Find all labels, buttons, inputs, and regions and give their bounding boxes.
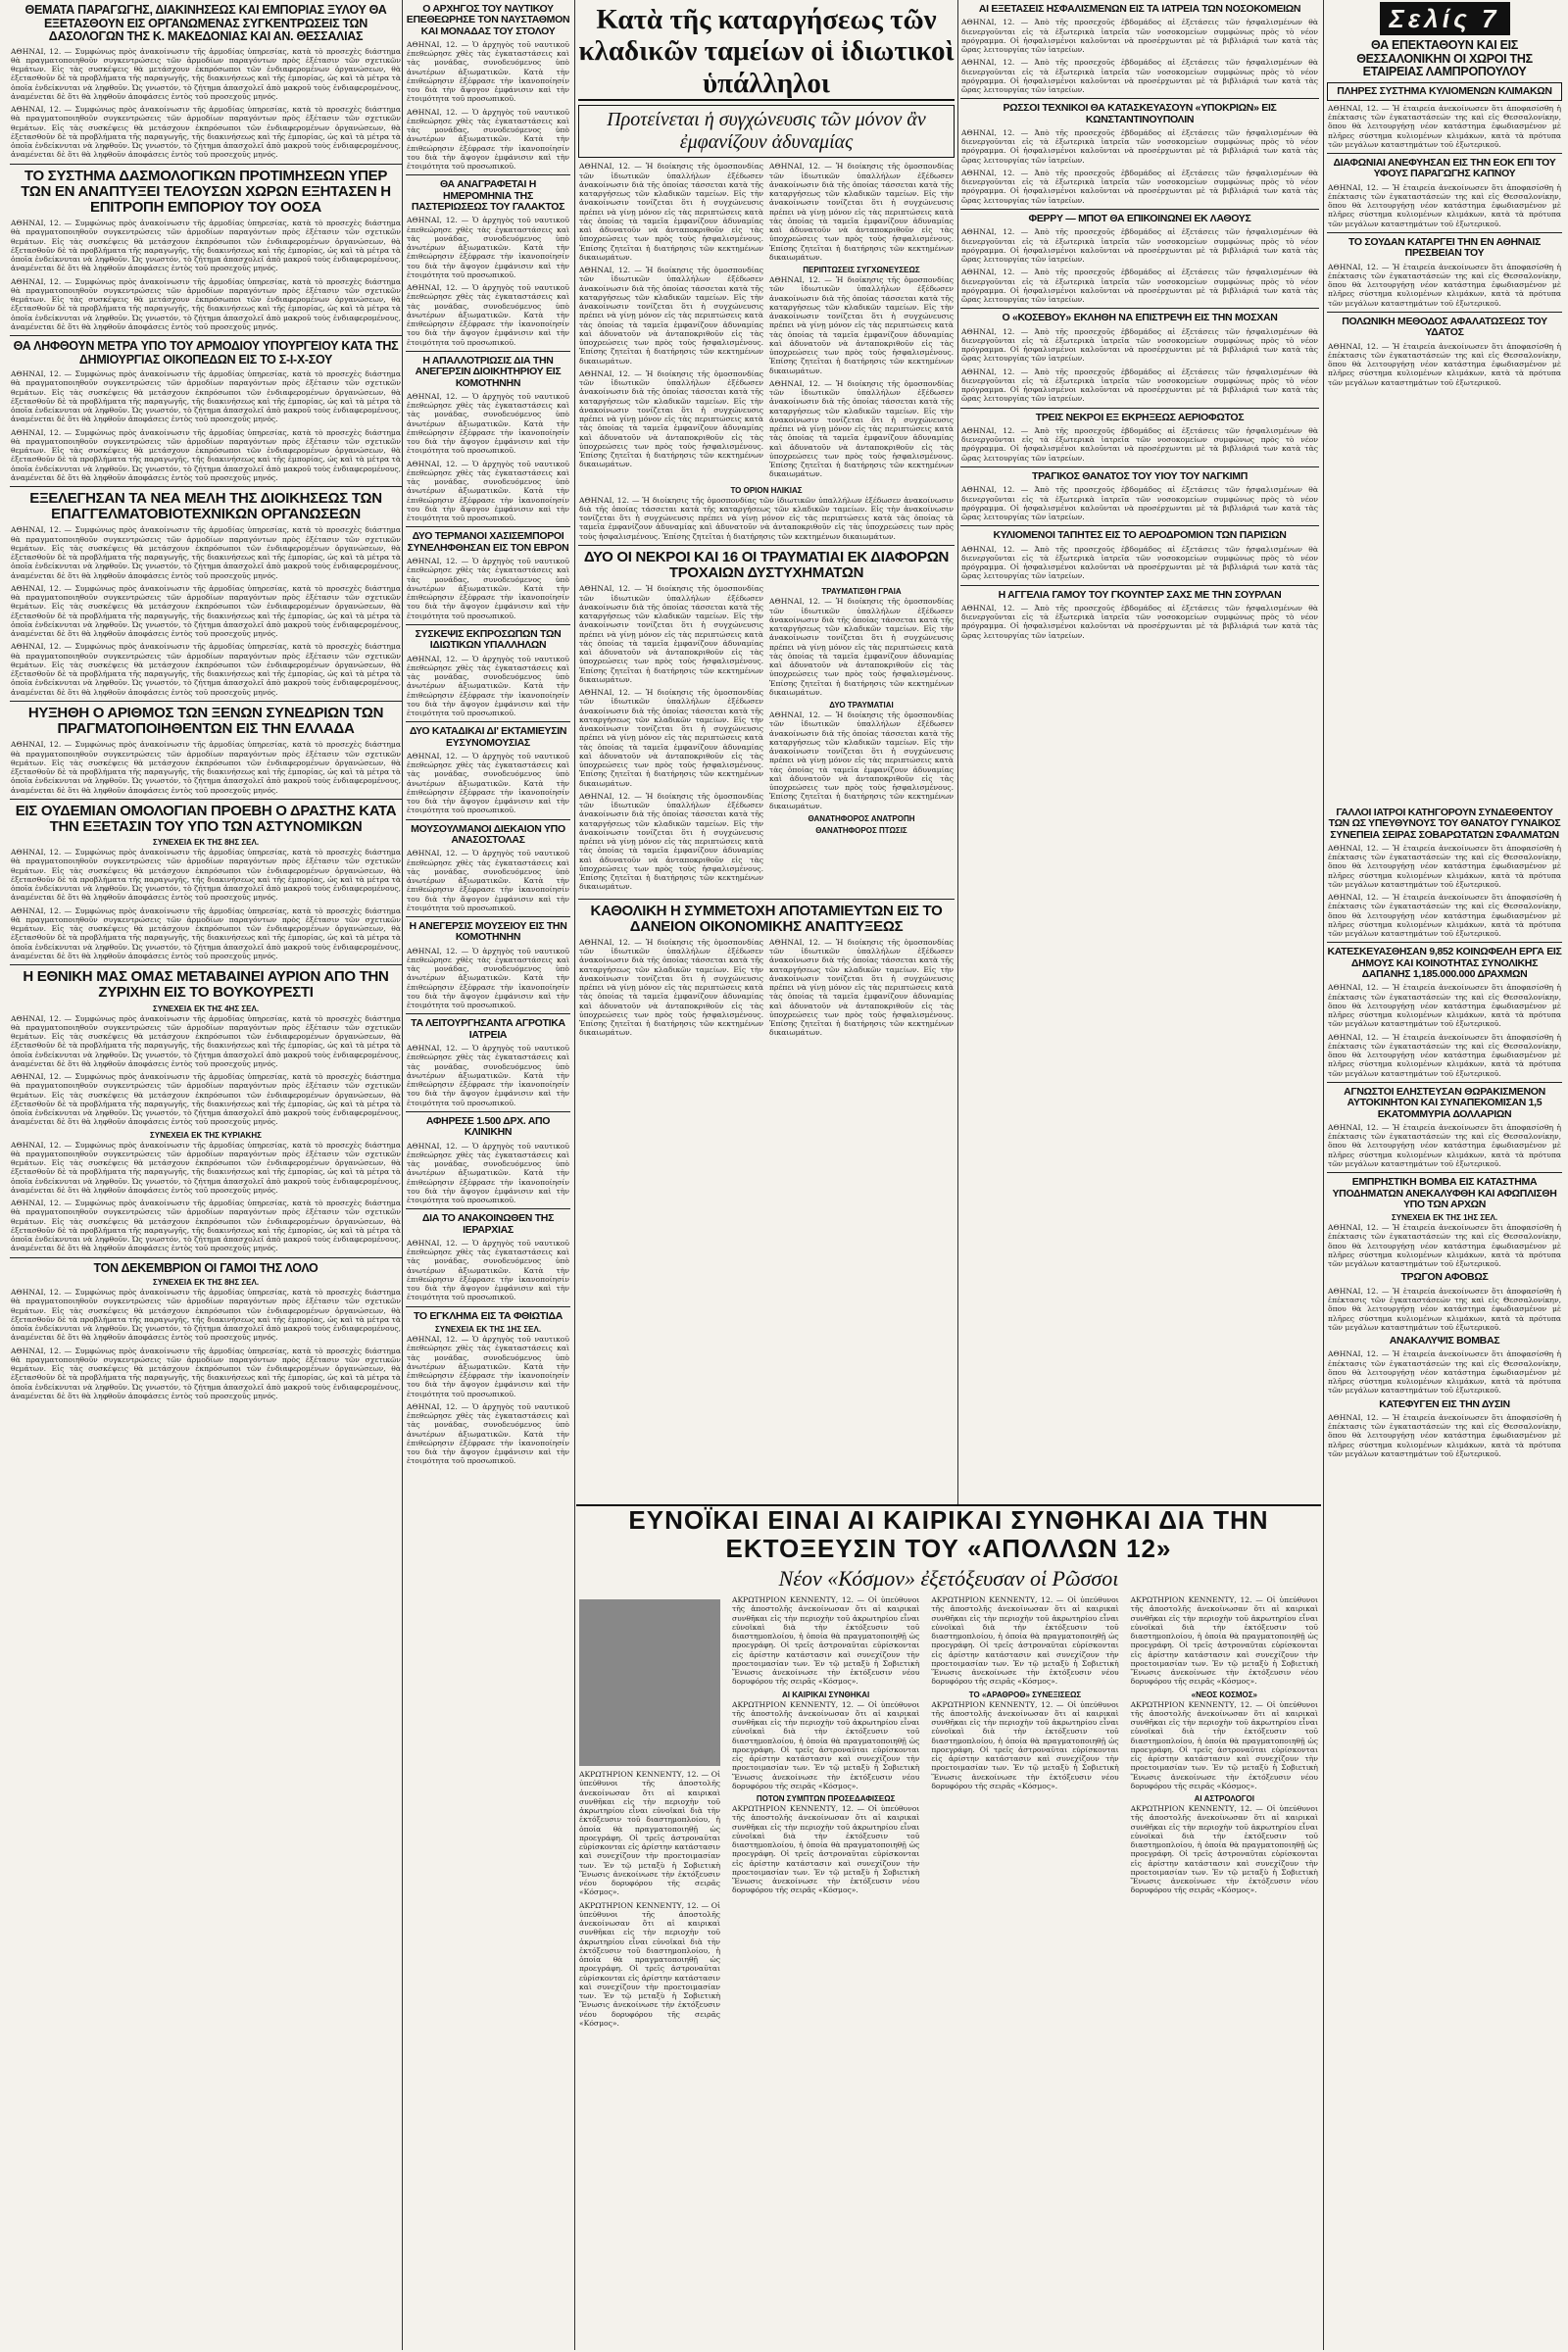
- section-subheading: ΘΑΝΑΤΗΦΟΡΟΣ ΠΤΩΣΙΣ: [815, 825, 907, 835]
- column-1: [8, 0, 404, 2350]
- article-body: ΑΘΗΝΑΙ, 12. — Ἡ ἑταιρεία ἀνεκοίνωσεν ὅτι ἀποφασίσθη ἡ ἐπέκτασις τῶν ἐγκαταστάσεών της καὶ εἰς Θεσσαλονίκην, ὅπου θὰ λειτουργήσῃ νέον κατάστημα ἐφωδιασμένον μὲ πλῆρες σύστημα κυλιομένων κλιμάκων, κατὰ τὰ πρότυπα τῶν μεγάλων καταστημάτων τοῦ ἐξωτερικοῦ.: [1328, 1223, 1561, 1269]
- article-body: ΑΘΗΝΑΙ, 12. — Ἀπὸ τῆς προσεχοῦς ἑβδομάδος αἱ ἐξετάσεις τῶν ἠσφαλισμένων θὰ διενεργοῦνται εἰς τὰ ἐξωτερικὰ ἰατρεῖα τῶν νοσοκομείων συμφώνως πρὸς τὸ νέον πρόγραμμα. Οἱ ἠσφαλισμένοι καλοῦνται νὰ προσέρχωνται μὲ τὰ βιβλιάριά των κατὰ τὰς ὥρας λειτουργίας τῶν ἰατρείων.: [961, 168, 1318, 205]
- divider: [960, 408, 1319, 409]
- divider: [1327, 232, 1562, 233]
- article-body: ΑΘΗΝΑΙ, 12. — Ἀπὸ τῆς προσεχοῦς ἑβδομάδος αἱ ἐξετάσεις τῶν ἠσφαλισμένων θὰ διενεργοῦνται εἰς τὰ ἐξωτερικὰ ἰατρεῖα τῶν νοσοκομείων συμφώνως πρὸς τὸ νέον πρόγραμμα. Οἱ ἠσφαλισμένοι καλοῦνται νὰ προσέρχωνται μὲ τὰ βιβλιάριά των κατὰ τὰς ὥρας λειτουργίας τῶν ἰατρείων.: [961, 367, 1318, 404]
- article-body: ΑΘΗΝΑΙ, 12. — Συμφώνως πρὸς ἀνακοίνωσιν τῆς ἁρμοδίας ὑπηρεσίας, κατὰ τὸ προσεχὲς διάστημα θὰ πραγματοποιηθοῦν συγκεντρώσεις τῶν ἁρμοδίων παραγόντων πρὸς ἐξέτασιν τῶν σχετικῶν θεμάτων. Εἰς τὰς συσκέψεις θὰ μετάσχουν ἐκπρόσωποι τῶν ἐνδιαφερομένων ὀργανώσεων, θὰ ἐξετασθοῦν δὲ τὰ προβλήματα τῆς παραγωγῆς, τῆς διακινήσεως καὶ τῆς ἐμπορίας, ὡς καὶ τὰ μέτρα τὰ ὁποῖα ἐνδείκνυται νὰ ληφθοῦν. Ὡς γνωστόν, τὸ ζήτημα ἀπασχολεῖ ἀπὸ μακροῦ τοὺς ἐνδιαφερομένους, ἀναμένεται δὲ ὅτι θὰ ληφθοῦν ἀποφάσεις ἐντὸς τοῦ προσεχοῦς μηνός.: [11, 642, 401, 697]
- divider: [10, 335, 402, 336]
- article-body: ΑΘΗΝΑΙ, 12. — Συμφώνως πρὸς ἀνακοίνωσιν τῆς ἁρμοδίας ὑπηρεσίας, κατὰ τὸ προσεχὲς διάστημα θὰ πραγματοποιηθοῦν συγκεντρώσεις τῶν ἁρμοδίων παραγόντων πρὸς ἐξέτασιν τῶν σχετικῶν θεμάτων. Εἰς τὰς συσκέψεις θὰ μετάσχουν ἐκπρόσωποι τῶν ἐνδιαφερομένων ὀργανώσεων, θὰ ἐξετασθοῦν δὲ τὰ προβλήματα τῆς παραγωγῆς, τῆς διακινήσεως καὶ τῆς ἐμπορίας, ὡς καὶ τὰ μέτρα τὰ ὁποῖα ἐνδείκνυται νὰ ληφθοῦν. Ὡς γνωστόν, τὸ ζήτημα ἀπασχολεῖ ἀπὸ μακροῦ τοὺς ἐνδιαφερομένους, ἀναμένεται δὲ ὅτι θὰ ληφθοῦν ἀποφάσεις ἐντὸς τοῦ προσεχοῦς μηνός.: [11, 1199, 401, 1253]
- article-body: ΑΘΗΝΑΙ, 12. — Ὁ ἀρχηγὸς τοῦ ναυτικοῦ ἐπεθεώρησε χθὲς τὰς ἐγκαταστάσεις καὶ τὰς μονάδας, συνοδευόμενος ὑπὸ ἀνωτέρων ἀξιωματικῶν. Κατὰ τὴν ἐπιθεώρησιν ἐξέφρασε τὴν ἱκανοποίησίν του διὰ τὴν ἄψογον ἐμφάνισιν καὶ τὴν ἑτοιμότητα τοῦ προσωπικοῦ.: [407, 1044, 569, 1107]
- article-headline: ΑΝΑΚΑΛΥΨΙΣ ΒΟΜΒΑΣ: [1389, 1335, 1500, 1348]
- divider: [406, 351, 570, 352]
- article-body: ΑΘΗΝΑΙ, 12. — Ἀπὸ τῆς προσεχοῦς ἑβδομάδος αἱ ἐξετάσεις τῶν ἠσφαλισμένων θὰ διενεργοῦνται εἰς τὰ ἐξωτερικὰ ἰατρεῖα τῶν νοσοκομείων συμφώνως πρὸς τὸ νέον πρόγραμμα. Οἱ ἠσφαλισμένοι καλοῦνται νὰ προσέρχωνται μὲ τὰ βιβλιάριά των κατὰ τὰς ὥρας λειτουργίας τῶν ἰατρείων.: [961, 58, 1318, 95]
- divider: [1327, 942, 1562, 943]
- section-subheading: ΤΡΑΥΜΑΤΙΣΘΗ ΓΡΑΙΑ: [821, 587, 902, 597]
- article-body: ΑΘΗΝΑΙ, 12. — Ὁ ἀρχηγὸς τοῦ ναυτικοῦ ἐπεθεώρησε χθὲς τὰς ἐγκαταστάσεις καὶ τὰς μονάδας, συνοδευόμενος ὑπὸ ἀνωτέρων ἀξιωματικῶν. Κατὰ τὴν ἐπιθεώρησιν ἐξέφρασε τὴν ἱκανοποίησίν του διὰ τὴν ἄψογον ἐμφάνισιν καὶ τὴν ἑτοιμότητα τοῦ προσωπικοῦ.: [407, 1238, 569, 1302]
- divider: [406, 819, 570, 820]
- article-body: ΑΘΗΝΑΙ, 12. — Συμφώνως πρὸς ἀνακοίνωσιν τῆς ἁρμοδίας ὑπηρεσίας, κατὰ τὸ προσεχὲς διάστημα θὰ πραγματοποιηθοῦν συγκεντρώσεις τῶν ἁρμοδίων παραγόντων πρὸς ἐξέτασιν τῶν σχετικῶν θεμάτων. Εἰς τὰς συσκέψεις θὰ μετάσχουν ἐκπρόσωποι τῶν ἐνδιαφερομένων ὀργανώσεων, θὰ ἐξετασθοῦν δὲ τὰ προβλήματα τῆς παραγωγῆς, τῆς διακινήσεως καὶ τῆς ἐμπορίας, ὡς καὶ τὰ μέτρα τὰ ὁποῖα ἐνδείκνυται νὰ ληφθοῦν. Ὡς γνωστόν, τὸ ζήτημα ἀπασχολεῖ ἀπὸ μακροῦ τοὺς ἐνδιαφερομένους, ἀναμένεται δὲ ὅτι θὰ ληφθοῦν ἀποφάσεις ἐντὸς τοῦ προσεχοῦς μηνός.: [11, 525, 401, 580]
- article-body: ΑΘΗΝΑΙ, 12. — Συμφώνως πρὸς ἀνακοίνωσιν τῆς ἁρμοδίας ὑπηρεσίας, κατὰ τὸ προσεχὲς διάστημα θὰ πραγματοποιηθοῦν συγκεντρώσεις τῶν ἁρμοδίων παραγόντων πρὸς ἐξέτασιν τῶν σχετικῶν θεμάτων. Εἰς τὰς συσκέψεις θὰ μετάσχουν ἐκπρόσωποι τῶν ἐνδιαφερομένων ὀργανώσεων, θὰ ἐξετασθοῦν δὲ τὰ προβλήματα τῆς παραγωγῆς, τῆς διακινήσεως καὶ τῆς ἐμπορίας, ὡς καὶ τὰ μέτρα τὰ ὁποῖα ἐνδείκνυται νὰ ληφθοῦν. Ὡς γνωστόν, τὸ ζήτημα ἀπασχολεῖ ἀπὸ μακροῦ τοὺς ἐνδιαφερομένους, ἀναμένεται δὲ ὅτι θὰ ληφθοῦν ἀποφάσεις ἐντὸς τοῦ προσεχοῦς μηνός.: [11, 219, 401, 273]
- article-headline: ΔΙΑ ΤΟ ΑΝΑΚΟΙΝΩΘΕΝ ΤΗΣ ΙΕΡΑΡΧΙΑΣ: [421, 1212, 555, 1236]
- divider: [1327, 153, 1562, 154]
- page-number: Σελίς 7: [1380, 2, 1510, 35]
- article-headline: ΤΟΝ ΔΕΚΕΜΒΡΙΟΝ ΟΙ ΓΑΜΟΙ ΤΗΣ ΛΟΛΟ: [93, 1260, 318, 1275]
- divider: [960, 466, 1319, 467]
- article-body: ΑΚΡΩΤΗΡΙΟΝ ΚΕΝΝΕΝΤΥ, 12. — Οἱ ὑπεύθυνοι τῆς ἀποστολῆς ἀνεκοίνωσαν ὅτι αἱ καιρικαὶ συνθῆκαι εἰς τὴν περιοχὴν τοῦ ἀκρωτηρίου εἶναι εὐνοϊκαὶ διὰ τὴν ἐκτόξευσιν τοῦ διαστημοπλοίου, ἡ ὁποία θὰ πραγματοποιηθῇ ὡς προεγράφη. Οἱ τρεῖς ἀστροναῦται εὑρίσκονται εἰς ἀρίστην κατάστασιν καὶ συνεχίζουν τὴν προετοιμασίαν των. Ἐν τῷ μεταξὺ ἡ Σοβιετικὴ Ἕνωσις ἀνεκοίνωσε τὴν ἐκτόξευσιν νέου δορυφόρου τῆς σειρᾶς «Κόσμος».: [931, 1699, 1119, 1790]
- article-body: ΑΘΗΝΑΙ, 12. — Ἀπὸ τῆς προσεχοῦς ἑβδομάδος αἱ ἐξετάσεις τῶν ἠσφαλισμένων θὰ διενεργοῦνται εἰς τὰ ἐξωτερικὰ ἰατρεῖα τῶν νοσοκομείων συμφώνως πρὸς τὸ νέον πρόγραμμα. Οἱ ἠσφαλισμένοι καλοῦνται νὰ προσέρχωνται μὲ τὰ βιβλιάριά των κατὰ τὰς ὥρας λειτουργίας τῶν ἰατρείων.: [961, 127, 1318, 165]
- article-body: ΑΘΗΝΑΙ, 12. — Ἡ ἑταιρεία ἀνεκοίνωσεν ὅτι ἀποφασίσθη ἡ ἐπέκτασις τῶν ἐγκαταστάσεών της καὶ εἰς Θεσσαλονίκην, ὅπου θὰ λειτουργήσῃ νέον κατάστημα ἐφωδιασμένον μὲ πλῆρες σύστημα κυλιομένων κλιμάκων, κατὰ τὰ πρότυπα τῶν μεγάλων καταστημάτων τοῦ ἐξωτερικοῦ.: [1328, 341, 1561, 387]
- divider: [406, 1111, 570, 1112]
- article-body: ΑΘΗΝΑΙ, 12. — Ἀπὸ τῆς προσεχοῦς ἑβδομάδος αἱ ἐξετάσεις τῶν ἠσφαλισμένων θὰ διενεργοῦνται εἰς τὰ ἐξωτερικὰ ἰατρεῖα τῶν νοσοκομείων συμφώνως πρὸς τὸ νέον πρόγραμμα. Οἱ ἠσφαλισμένοι καλοῦνται νὰ προσέρχωνται μὲ τὰ βιβλιάριά των κατὰ τὰς ὥρας λειτουργίας τῶν ἰατρείων.: [961, 544, 1318, 581]
- article-body: ΑΘΗΝΑΙ, 12. — Ἡ ἑταιρεία ἀνεκοίνωσεν ὅτι ἀποφασίσθη ἡ ἐπέκτασις τῶν ἐγκαταστάσεών της καὶ εἰς Θεσσαλονίκην, ὅπου θὰ λειτουργήσῃ νέον κατάστημα ἐφωδιασμένον μὲ πλῆρες σύστημα κυλιομένων κλιμάκων, κατὰ τὰ πρότυπα τῶν μεγάλων καταστημάτων τοῦ ἐξωτερικοῦ.: [1328, 1286, 1561, 1332]
- article-headline: ΤΑ ΛΕΙΤΟΥΡΓΗΣΑΝΤΑ ΑΓΡΟΤΙΚΑ ΙΑΤΡΕΙΑ: [411, 1017, 565, 1041]
- article-body: ΑΘΗΝΑΙ, 12. — Ὁ ἀρχηγὸς τοῦ ναυτικοῦ ἐπεθεώρησε χθὲς τὰς ἐγκαταστάσεις καὶ τὰς μονάδας, συνοδευόμενος ὑπὸ ἀνωτέρων ἀξιωματικῶν. Κατὰ τὴν ἐπιθεώρησιν ἐξέφρασε τὴν ἱκανοποίησίν του διὰ τὴν ἄψογον ἐμφάνισιν καὶ τὴν ἑτοιμότητα τοῦ προσωπικοῦ.: [407, 39, 569, 104]
- divider: [406, 1208, 570, 1209]
- article-body: ΑΘΗΝΑΙ, 12. — Ἡ διοίκησις τῆς ὁμοσπονδίας τῶν ἰδιωτικῶν ὑπαλλήλων ἐξέδωσεν ἀνακοίνωσιν διὰ τῆς ὁποίας τάσσεται κατὰ τῆς καταργήσεως τῶν κλαδικῶν ταμείων. Εἰς τὴν ἀνακοίνωσιν τονίζεται ὅτι ἡ συγχώνευσις πρέπει νὰ γίνῃ μόνον εἰς τὰς περιπτώσεις κατὰ τὰς ὁποίας τὰ ταμεῖα ἐμφανίζουν ἀδυναμίας καὶ ἀδυνατοῦν νὰ ἀνταποκριθοῦν εἰς τὰς ὑποχρεώσεις των πρὸς τοὺς ἠσφαλισμένους. Ἐπίσης ζητεῖται ἡ διατήρησις τῶν κεκτημένων δικαιωμάτων.: [579, 162, 763, 262]
- article-headline: ΘΑ ΛΗΦΘΟΥΝ ΜΕΤΡΑ ΥΠΟ ΤΟΥ ΑΡΜΟΔΙΟΥ ΥΠΟΥΡΓΕΙΟΥ ΚΑΤΑ ΤΗΣ ΔΗΜΙΟΥΡΓΙΑΣ ΟΙΚΟΠΕΔΩΝ ΕΙΣ ΤΟ Σ-Ι-Χ-ΣΟΥ: [13, 339, 399, 367]
- article-body: ΑΘΗΝΑΙ, 12. — Ἡ ἑταιρεία ἀνεκοίνωσεν ὅτι ἀποφασίσθη ἡ ἐπέκτασις τῶν ἐγκαταστάσεών της καὶ εἰς Θεσσαλονίκην, ὅπου θὰ λειτουργήσῃ νέον κατάστημα ἐφωδιασμένον μὲ πλῆρες σύστημα κυλιομένων κλιμάκων, κατὰ τὰ πρότυπα τῶν μεγάλων καταστημάτων τοῦ ἐξωτερικοῦ.: [1328, 262, 1561, 308]
- article-headline: Η ΑΠΑΛΛΟΤΡΙΩΣΙΣ ΔΙΑ ΤΗΝ ΑΝΕΓΕΡΣΙΝ ΔΙΟΙΚΗΤΗΡΙΟΥ ΕΙΣ ΚΟΜΟΤΗΝΗΝ: [415, 354, 562, 389]
- article-body: ΑΘΗΝΑΙ, 12. — Ἡ διοίκησις τῆς ὁμοσπονδίας τῶν ἰδιωτικῶν ὑπαλλήλων ἐξέδωσεν ἀνακοίνωσιν διὰ τῆς ὁποίας τάσσεται κατὰ τῆς καταργήσεως τῶν κλαδικῶν ταμείων. Εἰς τὴν ἀνακοίνωσιν τονίζεται ὅτι ἡ συγχώνευσις πρέπει νὰ γίνῃ μόνον εἰς τὰς περιπτώσεις κατὰ τὰς ὁποίας τὰ ταμεῖα ἐμφανίζουν ἀδυναμίας καὶ ἀδυνατοῦν νὰ ἀνταποκριθοῦν εἰς τὰς ὑποχρεώσεις των πρὸς τοὺς ἠσφαλισμένους. Ἐπίσης ζητεῖται ἡ διατήρησις τῶν κεκτημένων δικαιωμάτων.: [769, 597, 954, 697]
- article-body: ΑΘΗΝΑΙ, 12. — Ὁ ἀρχηγὸς τοῦ ναυτικοῦ ἐπεθεώρησε χθὲς τὰς ἐγκαταστάσεις καὶ τὰς μονάδας, συνοδευόμενος ὑπὸ ἀνωτέρων ἀξιωματικῶν. Κατὰ τὴν ἐπιθεώρησιν ἐξέφρασε τὴν ἱκανοποίησίν του διὰ τὴν ἄψογον ἐμφάνισιν καὶ τὴν ἑτοιμότητα τοῦ προσωπικοῦ.: [407, 557, 569, 620]
- article-body: ΑΘΗΝΑΙ, 12. — Ἡ ἑταιρεία ἀνεκοίνωσεν ὅτι ἀποφασίσθη ἡ ἐπέκτασις τῶν ἐγκαταστάσεών της καὶ εἰς Θεσσαλονίκην, ὅπου θὰ λειτουργήσῃ νέον κατάστημα ἐφωδιασμένον μὲ πλῆρες σύστημα κυλιομένων κλιμάκων, κατὰ τὰ πρότυπα τῶν μεγάλων καταστημάτων τοῦ ἐξωτερικοῦ.: [1328, 103, 1561, 149]
- article-body: ΑΘΗΝΑΙ, 12. — Συμφώνως πρὸς ἀνακοίνωσιν τῆς ἁρμοδίας ὑπηρεσίας, κατὰ τὸ προσεχὲς διάστημα θὰ πραγματοποιηθοῦν συγκεντρώσεις τῶν ἁρμοδίων παραγόντων πρὸς ἐξέτασιν τῶν σχετικῶν θεμάτων. Εἰς τὰς συσκέψεις θὰ μετάσχουν ἐκπρόσωποι τῶν ἐνδιαφερομένων ὀργανώσεων, θὰ ἐξετασθοῦν δὲ τὰ προβλήματα τῆς παραγωγῆς, τῆς διακινήσεως καὶ τῆς ἐμπορίας, ὡς καὶ τὰ μέτρα τὰ ὁποῖα ἐνδείκνυται νὰ ληφθοῦν. Ὡς γνωστόν, τὸ ζήτημα ἀπασχολεῖ ἀπὸ μακροῦ τοὺς ἐνδιαφερομένους, ἀναμένεται δὲ ὅτι θὰ ληφθοῦν ἀποφάσεις ἐντὸς τοῦ προσεχοῦς μηνός.: [11, 1346, 401, 1400]
- divider: [406, 1306, 570, 1307]
- article-body: ΑΘΗΝΑΙ, 12. — Συμφώνως πρὸς ἀνακοίνωσιν τῆς ἁρμοδίας ὑπηρεσίας, κατὰ τὸ προσεχὲς διάστημα θὰ πραγματοποιηθοῦν συγκεντρώσεις τῶν ἁρμοδίων παραγόντων πρὸς ἐξέτασιν τῶν σχετικῶν θεμάτων. Εἰς τὰς συσκέψεις θὰ μετάσχουν ἐκπρόσωποι τῶν ἐνδιαφερομένων ὀργανώσεων, θὰ ἐξετασθοῦν δὲ τὰ προβλήματα τῆς παραγωγῆς, τῆς διακινήσεως καὶ τῆς ἐμπορίας, ὡς καὶ τὰ μέτρα τὰ ὁποῖα ἐνδείκνυται νὰ ληφθοῦν. Ὡς γνωστόν, τὸ ζήτημα ἀπασχολεῖ ἀπὸ μακροῦ τοὺς ἐνδιαφερομένους, ἀναμένεται δὲ ὅτι θὰ ληφθοῦν ἀποφάσεις ἐντὸς τοῦ προσεχοῦς μηνός.: [11, 427, 401, 482]
- divider: [578, 545, 955, 546]
- continuation-label: ΣΥΝΕΧΕΙΑ ΕΚ ΤΗΣ 4ΗΣ ΣΕΛ.: [152, 1004, 260, 1013]
- article-headline: ΑΦΗΡΕΣΕ 1.500 ΔΡΧ. ΑΠΟ ΚΛΙΝΙΚΗΝ: [425, 1114, 551, 1139]
- article-body: ΑΚΡΩΤΗΡΙΟΝ ΚΕΝΝΕΝΤΥ, 12. — Οἱ ὑπεύθυνοι τῆς ἀποστολῆς ἀνεκοίνωσαν ὅτι αἱ καιρικαὶ συνθῆκαι εἰς τὴν περιοχὴν τοῦ ἀκρωτηρίου εἶναι εὐνοϊκαὶ διὰ τὴν ἐκτόξευσιν τοῦ διαστημοπλοίου, ἡ ὁποία θὰ πραγματοποιηθῇ ὡς προεγράφη. Οἱ τρεῖς ἀστροναῦται εὑρίσκονται εἰς ἀρίστην κατάστασιν καὶ συνεχίζουν τὴν προετοιμασίαν των. Ἐν τῷ μεταξὺ ἡ Σοβιετικὴ Ἕνωσις ἀνεκοίνωσε τὴν ἐκτόξευσιν νέου δορυφόρου τῆς σειρᾶς «Κόσμος».: [579, 1770, 720, 1897]
- article-body: ΑΘΗΝΑΙ, 12. — Ὁ ἀρχηγὸς τοῦ ναυτικοῦ ἐπεθεώρησε χθὲς τὰς ἐγκαταστάσεις καὶ τὰς μονάδας, συνοδευόμενος ὑπὸ ἀνωτέρων ἀξιωματικῶν. Κατὰ τὴν ἐπιθεώρησιν ἐξέφρασε τὴν ἱκανοποίησίν του διὰ τὴν ἄψογον ἐμφάνισιν καὶ τὴν ἑτοιμότητα τοῦ προσωπικοῦ.: [407, 216, 569, 279]
- article-body: ΑΚΡΩΤΗΡΙΟΝ ΚΕΝΝΕΝΤΥ, 12. — Οἱ ὑπεύθυνοι τῆς ἀποστολῆς ἀνεκοίνωσαν ὅτι αἱ καιρικαὶ συνθῆκαι εἰς τὴν περιοχὴν τοῦ ἀκρωτηρίου εἶναι εὐνοϊκαὶ διὰ τὴν ἐκτόξευσιν τοῦ διαστημοπλοίου, ἡ ὁποία θὰ πραγματοποιηθῇ ὡς προεγράφη. Οἱ τρεῖς ἀστροναῦται εὑρίσκονται εἰς ἀρίστην κατάστασιν καὶ συνεχίζουν τὴν προετοιμασίαν των. Ἐν τῷ μεταξὺ ἡ Σοβιετικὴ Ἕνωσις ἀνεκοίνωσε τὴν ἐκτόξευσιν νέου δορυφόρου τῆς σειρᾶς «Κόσμος».: [732, 1699, 920, 1790]
- article-body: ΑΘΗΝΑΙ, 12. — Ἡ διοίκησις τῆς ὁμοσπονδίας τῶν ἰδιωτικῶν ὑπαλλήλων ἐξέδωσεν ἀνακοίνωσιν διὰ τῆς ὁποίας τάσσεται κατὰ τῆς καταργήσεως τῶν κλαδικῶν ταμείων. Εἰς τὴν ἀνακοίνωσιν τονίζεται ὅτι ἡ συγχώνευσις πρέπει νὰ γίνῃ μόνον εἰς τὰς περιπτώσεις κατὰ τὰς ὁποίας τὰ ταμεῖα ἐμφανίζουν ἀδυναμίας καὶ ἀδυνατοῦν νὰ ἀνταποκριθοῦν εἰς τὰς ὑποχρεώσεις των πρὸς τοὺς ἠσφαλισμένους. Ἐπίσης ζητεῖται ἡ διατήρησις τῶν κεκτημένων δικαιωμάτων.: [579, 266, 763, 366]
- divider: [10, 1257, 402, 1258]
- article-headline: Η ΕΘΝΙΚΗ ΜΑΣ ΟΜΑΣ ΜΕΤΑΒΑΙΝΕΙ ΑΥΡΙΟΝ ΑΠΟ ΤΗΝ ΖΥΡΙΧΗΝ ΕΙΣ ΤΟ ΒΟΥΚΟΥΡΕΣΤΙ: [23, 968, 389, 1002]
- section-subheading: ΑΙ ΚΑΙΡΙΚΑΙ ΣΥΝΘΗΚΑΙ: [782, 1690, 870, 1699]
- lead-headline: Κατὰ τῆς καταργήσεως τῶν κλαδικῶν ταμείων οἱ ἰδιωτικοὶ ὑπάλληλοι: [578, 4, 955, 101]
- article-body: ΑΚΡΩΤΗΡΙΟΝ ΚΕΝΝΕΝΤΥ, 12. — Οἱ ὑπεύθυνοι τῆς ἀποστολῆς ἀνεκοίνωσαν ὅτι αἱ καιρικαὶ συνθῆκαι εἰς τὴν περιοχὴν τοῦ ἀκρωτηρίου εἶναι εὐνοϊκαὶ διὰ τὴν ἐκτόξευσιν τοῦ διαστημοπλοίου, ἡ ὁποία θὰ πραγματοποιηθῇ ὡς προεγράφη. Οἱ τρεῖς ἀστροναῦται εὑρίσκονται εἰς ἀρίστην κατάστασιν καὶ συνεχίζουν τὴν προετοιμασίαν των. Ἐν τῷ μεταξὺ ἡ Σοβιετικὴ Ἕνωσις ἀνεκοίνωσε τὴν ἐκτόξευσιν νέου δορυφόρου τῆς σειρᾶς «Κόσμος».: [732, 1595, 920, 1687]
- article-headline: Η ΑΝΕΓΕΡΣΙΣ ΜΟΥΣΕΙΟΥ ΕΙΣ ΤΗΝ ΚΟΜΟΤΗΝΗΝ: [409, 920, 567, 944]
- article-body: ΑΚΡΩΤΗΡΙΟΝ ΚΕΝΝΕΝΤΥ, 12. — Οἱ ὑπεύθυνοι τῆς ἀποστολῆς ἀνεκοίνωσαν ὅτι αἱ καιρικαὶ συνθῆκαι εἰς τὴν περιοχὴν τοῦ ἀκρωτηρίου εἶναι εὐνοϊκαὶ διὰ τὴν ἐκτόξευσιν τοῦ διαστημοπλοίου, ἡ ὁποία θὰ πραγματοποιηθῇ ὡς προεγράφη. Οἱ τρεῖς ἀστροναῦται εὑρίσκονται εἰς ἀρίστην κατάστασιν καὶ συνεχίζουν τὴν προετοιμασίαν των. Ἐν τῷ μεταξὺ ἡ Σοβιετικὴ Ἕνωσις ἀνεκοίνωσε τὴν ἐκτόξευσιν νέου δορυφόρου τῆς σειρᾶς «Κόσμος».: [579, 1900, 720, 2028]
- article-body: ΑΘΗΝΑΙ, 12. — Ἀπὸ τῆς προσεχοῦς ἑβδομάδος αἱ ἐξετάσεις τῶν ἠσφαλισμένων θὰ διενεργοῦνται εἰς τὰ ἐξωτερικὰ ἰατρεῖα τῶν νοσοκομείων συμφώνως πρὸς τὸ νέον πρόγραμμα. Οἱ ἠσφαλισμένοι καλοῦνται νὰ προσέρχωνται μὲ τὰ βιβλιάριά των κατὰ τὰς ὥρας λειτουργίας τῶν ἰατρείων.: [961, 326, 1318, 364]
- article-body: ΑΘΗΝΑΙ, 12. — Ὁ ἀρχηγὸς τοῦ ναυτικοῦ ἐπεθεώρησε χθὲς τὰς ἐγκαταστάσεις καὶ τὰς μονάδας, συνοδευόμενος ὑπὸ ἀνωτέρων ἀξιωματικῶν. Κατὰ τὴν ἐπιθεώρησιν ἐξέφρασε τὴν ἱκανοποίησίν του διὰ τὴν ἄψογον ἐμφάνισιν καὶ τὴν ἑτοιμότητα τοῦ προσωπικοῦ.: [407, 1401, 569, 1466]
- article-headline: ΑΓΝΩΣΤΟΙ ΕΛΗΣΤΕΥΣΑΝ ΘΩΡΑΚΙΣΜΕΝΟΝ ΑΥΤΟΚΙΝΗΤΟΝ ΚΑΙ ΣΥΝΑΠΕΚΟΜΙΣΑΝ 1,5 ΕΚΑΤΟΜΜΥΡΙΑ ΔΟΛΛΑΡΙΩΝ: [1344, 1085, 1545, 1120]
- article-headline: ΤΡΕΙΣ ΝΕΚΡΟΙ ΕΞ ΕΚΡΗΞΕΩΣ ΑΕΡΙΟΦΩΤΟΣ: [1035, 411, 1245, 423]
- divider: [406, 1013, 570, 1014]
- article-body: ΑΘΗΝΑΙ, 12. — Ἡ διοίκησις τῆς ὁμοσπονδίας τῶν ἰδιωτικῶν ὑπαλλήλων ἐξέδωσεν ἀνακοίνωσιν διὰ τῆς ὁποίας τάσσεται κατὰ τῆς καταργήσεως τῶν κλαδικῶν ταμείων. Εἰς τὴν ἀνακοίνωσιν τονίζεται ὅτι ἡ συγχώνευσις πρέπει νὰ γίνῃ μόνον εἰς τὰς περιπτώσεις κατὰ τὰς ὁποίας τὰ ταμεῖα ἐμφανίζουν ἀδυναμίας καὶ ἀδυνατοῦν νὰ ἀνταποκριθοῦν εἰς τὰς ὑποχρεώσεις των πρὸς τοὺς ἠσφαλισμένους. Ἐπίσης ζητεῖται ἡ διατήρησις τῶν κεκτημένων δικαιωμάτων.: [769, 275, 954, 375]
- article-body: ΑΘΗΝΑΙ, 12. — Ἡ ἑταιρεία ἀνεκοίνωσεν ὅτι ἀποφασίσθη ἡ ἐπέκτασις τῶν ἐγκαταστάσεών της καὶ εἰς Θεσσαλονίκην, ὅπου θὰ λειτουργήσῃ νέον κατάστημα ἐφωδιασμένον μὲ πλῆρες σύστημα κυλιομένων κλιμάκων, κατὰ τὰ πρότυπα τῶν μεγάλων καταστημάτων τοῦ ἐξωτερικοῦ.: [1328, 182, 1561, 228]
- lead-subheadline: Προτείνεται ἡ συγχώνευσις τῶν μόνον ἂν ἐμφανίζουν ἀδυναμίας: [578, 105, 955, 158]
- page-number-masthead: [1327, 2, 1562, 35]
- article-body: ΑΚΡΩΤΗΡΙΟΝ ΚΕΝΝΕΝΤΥ, 12. — Οἱ ὑπεύθυνοι τῆς ἀποστολῆς ἀνεκοίνωσαν ὅτι αἱ καιρικαὶ συνθῆκαι εἰς τὴν περιοχὴν τοῦ ἀκρωτηρίου εἶναι εὐνοϊκαὶ διὰ τὴν ἐκτόξευσιν τοῦ διαστημοπλοίου, ἡ ὁποία θὰ πραγματοποιηθῇ ὡς προεγράφη. Οἱ τρεῖς ἀστροναῦται εὑρίσκονται εἰς ἀρίστην κατάστασιν καὶ συνεχίζουν τὴν προετοιμασίαν των. Ἐν τῷ μεταξὺ ἡ Σοβιετικὴ Ἕνωσις ἀνεκοίνωσε τὴν ἐκτόξευσιν νέου δορυφόρου τῆς σειρᾶς «Κόσμος».: [1130, 1595, 1318, 1687]
- divider: [10, 701, 402, 702]
- divider: [960, 98, 1319, 99]
- article-headline: Ο «ΚΟΣΕΒΟΥ» ΕΚΛΗΘΗ ΝΑ ΕΠΙΣΤΡΕΨΗ ΕΙΣ ΤΗΝ ΜΟΣΧΑΝ: [1002, 312, 1278, 324]
- rocket-photo: [579, 1599, 720, 1766]
- article-body: ΑΘΗΝΑΙ, 12. — Ἡ διοίκησις τῆς ὁμοσπονδίας τῶν ἰδιωτικῶν ὑπαλλήλων ἐξέδωσεν ἀνακοίνωσιν διὰ τῆς ὁποίας τάσσεται κατὰ τῆς καταργήσεως τῶν κλαδικῶν ταμείων. Εἰς τὴν ἀνακοίνωσιν τονίζεται ὅτι ἡ συγχώνευσις πρέπει νὰ γίνῃ μόνον εἰς τὰς περιπτώσεις κατὰ τὰς ὁποίας τὰ ταμεῖα ἐμφανίζουν ἀδυναμίας καὶ ἀδυνατοῦν νὰ ἀνταποκριθοῦν εἰς τὰς ὑποχρεώσεις των πρὸς τοὺς ἠσφαλισμένους. Ἐπίσης ζητεῖται ἡ διατήρησις τῶν κεκτημένων δικαιωμάτων.: [579, 937, 763, 1038]
- article-body: ΑΘΗΝΑΙ, 12. — Ἡ διοίκησις τῆς ὁμοσπονδίας τῶν ἰδιωτικῶν ὑπαλλήλων ἐξέδωσεν ἀνακοίνωσιν διὰ τῆς ὁποίας τάσσεται κατὰ τῆς καταργήσεως τῶν κλαδικῶν ταμείων. Εἰς τὴν ἀνακοίνωσιν τονίζεται ὅτι ἡ συγχώνευσις πρέπει νὰ γίνῃ μόνον εἰς τὰς περιπτώσεις κατὰ τὰς ὁποίας τὰ ταμεῖα ἐμφανίζουν ἀδυναμίας καὶ ἀδυνατοῦν νὰ ἀνταποκριθοῦν εἰς τὰς ὑποχρεώσεις των πρὸς τοὺς ἠσφαλισμένους. Ἐπίσης ζητεῖται ἡ διατήρησις τῶν κεκτημένων δικαιωμάτων.: [579, 584, 763, 684]
- article-headline: ΤΟ ΕΓΚΛΗΜΑ ΕΙΣ ΤΑ ΦΘΙΩΤΙΔΑ: [413, 1309, 564, 1322]
- continuation-label: ΣΥΝΕΧΕΙΑ ΕΚ ΤΗΣ 1ΗΣ ΣΕΛ.: [1391, 1213, 1498, 1223]
- article-body: ΑΘΗΝΑΙ, 12. — Ἡ διοίκησις τῆς ὁμοσπονδίας τῶν ἰδιωτικῶν ὑπαλλήλων ἐξέδωσεν ἀνακοίνωσιν διὰ τῆς ὁποίας τάσσεται κατὰ τῆς καταργήσεως τῶν κλαδικῶν ταμείων. Εἰς τὴν ἀνακοίνωσιν τονίζεται ὅτι ἡ συγχώνευσις πρέπει νὰ γίνῃ μόνον εἰς τὰς περιπτώσεις κατὰ τὰς ὁποίας τὰ ταμεῖα ἐμφανίζουν ἀδυναμίας καὶ ἀδυνατοῦν νὰ ἀνταποκριθοῦν εἰς τὰς ὑποχρεώσεις των πρὸς τοὺς ἠσφαλισμένους. Ἐπίσης ζητεῖται ἡ διατήρησις τῶν κεκτημένων δικαιωμάτων.: [769, 378, 954, 479]
- article-body: ΑΘΗΝΑΙ, 12. — Συμφώνως πρὸς ἀνακοίνωσιν τῆς ἁρμοδίας ὑπηρεσίας, κατὰ τὸ προσεχὲς διάστημα θὰ πραγματοποιηθοῦν συγκεντρώσεις τῶν ἁρμοδίων παραγόντων πρὸς ἐξέτασιν τῶν σχετικῶν θεμάτων. Εἰς τὰς συσκέψεις θὰ μετάσχουν ἐκπρόσωποι τῶν ἐνδιαφερομένων ὀργανώσεων, θὰ ἐξετασθοῦν δὲ τὰ προβλήματα τῆς παραγωγῆς, τῆς διακινήσεως καὶ τῆς ἐμπορίας, ὡς καὶ τὰ μέτρα τὰ ὁποῖα ἐνδείκνυται νὰ ληφθοῦν. Ὡς γνωστόν, τὸ ζήτημα ἀπασχολεῖ ἀπὸ μακροῦ τοὺς ἐνδιαφερομένους, ἀναμένεται δὲ ὅτι θὰ ληφθοῦν ἀποφάσεις ἐντὸς τοῦ προσεχοῦς μηνός.: [11, 1072, 401, 1127]
- article-headline: ΕΙΣ ΟΥΔΕΜΙΑΝ ΟΜΟΛΟΓΙΑΝ ΠΡΟΕΒΗ Ο ΔΡΑΣΤΗΣ ΚΑΤΑ ΤΗΝ ΕΞΕΤΑΣΙΝ ΤΟΥ ΥΠΟ ΤΩΝ ΑΣΤΥΝΟΜΙΚΩΝ: [15, 802, 397, 835]
- article-body: ΑΘΗΝΑΙ, 12. — Συμφώνως πρὸς ἀνακοίνωσιν τῆς ἁρμοδίας ὑπηρεσίας, κατὰ τὸ προσεχὲς διάστημα θὰ πραγματοποιηθοῦν συγκεντρώσεις τῶν ἁρμοδίων παραγόντων πρὸς ἐξέτασιν τῶν σχετικῶν θεμάτων. Εἰς τὰς συσκέψεις θὰ μετάσχουν ἐκπρόσωποι τῶν ἐνδιαφερομένων ὀργανώσεων, θὰ ἐξετασθοῦν δὲ τὰ προβλήματα τῆς παραγωγῆς, τῆς διακινήσεως καὶ τῆς ἐμπορίας, ὡς καὶ τὰ μέτρα τὰ ὁποῖα ἐνδείκνυται νὰ ληφθοῦν. Ὡς γνωστόν, τὸ ζήτημα ἀπασχολεῖ ἀπὸ μακροῦ τοὺς ἐνδιαφερομένους, ἀναμένεται δὲ ὅτι θὰ ληφθοῦν ἀποφάσεις ἐντὸς τοῦ προσεχοῦς μηνός.: [11, 105, 401, 160]
- divider: [578, 899, 955, 900]
- article-headline: ΕΞΕΛΕΓΗΣΑΝ ΤΑ ΝΕΑ ΜΕΛΗ ΤΗΣ ΔΙΟΙΚΗΣΕΩΣ ΤΩΝ ΕΠΑΓΓΕΛΜΑΤΟΒΙΟΤΕΧΝΙΚΩΝ ΟΡΓΑΝΩΣΕΩΝ: [29, 490, 382, 523]
- article-body: ΑΘΗΝΑΙ, 12. — Συμφώνως πρὸς ἀνακοίνωσιν τῆς ἁρμοδίας ὑπηρεσίας, κατὰ τὸ προσεχὲς διάστημα θὰ πραγματοποιηθοῦν συγκεντρώσεις τῶν ἁρμοδίων παραγόντων πρὸς ἐξέτασιν τῶν σχετικῶν θεμάτων. Εἰς τὰς συσκέψεις θὰ μετάσχουν ἐκπρόσωποι τῶν ἐνδιαφερομένων ὀργανώσεων, θὰ ἐξετασθοῦν δὲ τὰ προβλήματα τῆς παραγωγῆς, τῆς διακινήσεως καὶ τῆς ἐμπορίας, ὡς καὶ τὰ μέτρα τὰ ὁποῖα ἐνδείκνυται νὰ ληφθοῦν. Ὡς γνωστόν, τὸ ζήτημα ἀπασχολεῖ ἀπὸ μακροῦ τοὺς ἐνδιαφερομένους, ἀναμένεται δὲ ὅτι θὰ ληφθοῦν ἀποφάσεις ἐντὸς τοῦ προσεχοῦς μηνός.: [11, 276, 401, 331]
- article-headline: ΤΡΑΓΙΚΟΣ ΘΑΝΑΤΟΣ ΤΟΥ ΥΙΟΥ ΤΟΥ ΝΑΓΚΙΜΠ: [1031, 469, 1249, 482]
- article-body: ΑΘΗΝΑΙ, 12. — Ἡ διοίκησις τῆς ὁμοσπονδίας τῶν ἰδιωτικῶν ὑπαλλήλων ἐξέδωσεν ἀνακοίνωσιν διὰ τῆς ὁποίας τάσσεται κατὰ τῆς καταργήσεως τῶν κλαδικῶν ταμείων. Εἰς τὴν ἀνακοίνωσιν τονίζεται ὅτι ἡ συγχώνευσις πρέπει νὰ γίνῃ μόνον εἰς τὰς περιπτώσεις κατὰ τὰς ὁποίας τὰ ταμεῖα ἐμφανίζουν ἀδυναμίας καὶ ἀδυνατοῦν νὰ ἀνταποκριθοῦν εἰς τὰς ὑποχρεώσεις των πρὸς τοὺς ἠσφαλισμένους. Ἐπίσης ζητεῖται ἡ διατήρησις τῶν κεκτημένων δικαιωμάτων.: [579, 368, 763, 469]
- divider: [406, 624, 570, 625]
- apollo-story: [576, 1504, 1321, 2352]
- article-body: ΑΘΗΝΑΙ, 12. — Ὁ ἀρχηγὸς τοῦ ναυτικοῦ ἐπεθεώρησε χθὲς τὰς ἐγκαταστάσεις καὶ τὰς μονάδας, συνοδευόμενος ὑπὸ ἀνωτέρων ἀξιωματικῶν. Κατὰ τὴν ἐπιθεώρησιν ἐξέφρασε τὴν ἱκανοποίησίν του διὰ τὴν ἄψογον ἐμφάνισιν καὶ τὴν ἑτοιμότητα τοῦ προσωπικοῦ.: [407, 1141, 569, 1205]
- article-body: ΑΚΡΩΤΗΡΙΟΝ ΚΕΝΝΕΝΤΥ, 12. — Οἱ ὑπεύθυνοι τῆς ἀποστολῆς ἀνεκοίνωσαν ὅτι αἱ καιρικαὶ συνθῆκαι εἰς τὴν περιοχὴν τοῦ ἀκρωτηρίου εἶναι εὐνοϊκαὶ διὰ τὴν ἐκτόξευσιν τοῦ διαστημοπλοίου, ἡ ὁποία θὰ πραγματοποιηθῇ ὡς προεγράφη. Οἱ τρεῖς ἀστροναῦται εὑρίσκονται εἰς ἀρίστην κατάστασιν καὶ συνεχίζουν τὴν προετοιμασίαν των. Ἐν τῷ μεταξὺ ἡ Σοβιετικὴ Ἕνωσις ἀνεκοίνωσε τὴν ἐκτόξευσιν νέου δορυφόρου τῆς σειρᾶς «Κόσμος».: [1130, 1699, 1318, 1790]
- article-body: ΑΘΗΝΑΙ, 12. — Ἀπὸ τῆς προσεχοῦς ἑβδομάδος αἱ ἐξετάσεις τῶν ἠσφαλισμένων θὰ διενεργοῦνται εἰς τὰ ἐξωτερικὰ ἰατρεῖα τῶν νοσοκομείων συμφώνως πρὸς τὸ νέον πρόγραμμα. Οἱ ἠσφαλισμένοι καλοῦνται νὰ προσέρχωνται μὲ τὰ βιβλιάριά των κατὰ τὰς ὥρας λειτουργίας τῶν ἰατρείων.: [961, 18, 1318, 55]
- column-2: [404, 0, 572, 2350]
- article-body: ΑΘΗΝΑΙ, 12. — Συμφώνως πρὸς ἀνακοίνωσιν τῆς ἁρμοδίας ὑπηρεσίας, κατὰ τὸ προσεχὲς διάστημα θὰ πραγματοποιηθοῦν συγκεντρώσεις τῶν ἁρμοδίων παραγόντων πρὸς ἐξέτασιν τῶν σχετικῶν θεμάτων. Εἰς τὰς συσκέψεις θὰ μετάσχουν ἐκπρόσωποι τῶν ἐνδιαφερομένων ὀργανώσεων, θὰ ἐξετασθοῦν δὲ τὰ προβλήματα τῆς παραγωγῆς, τῆς διακινήσεως καὶ τῆς ἐμπορίας, ὡς καὶ τὰ μέτρα τὰ ὁποῖα ἐνδείκνυται νὰ ληφθοῦν. Ὡς γνωστόν, τὸ ζήτημα ἀπασχολεῖ ἀπὸ μακροῦ τοὺς ἐνδιαφερομένους, ἀναμένεται δὲ ὅτι θὰ ληφθοῦν ἀποφάσεις ἐντὸς τοῦ προσεχοῦς μηνός.: [11, 1288, 401, 1343]
- divider: [10, 964, 402, 965]
- article-body: ΑΘΗΝΑΙ, 12. — Ἀπὸ τῆς προσεχοῦς ἑβδομάδος αἱ ἐξετάσεις τῶν ἠσφαλισμένων θὰ διενεργοῦνται εἰς τὰ ἐξωτερικὰ ἰατρεῖα τῶν νοσοκομείων συμφώνως πρὸς τὸ νέον πρόγραμμα. Οἱ ἠσφαλισμένοι καλοῦνται νὰ προσέρχωνται μὲ τὰ βιβλιάριά των κατὰ τὰς ὥρας λειτουργίας τῶν ἰατρείων.: [961, 485, 1318, 522]
- continuation-label: ΣΥΝΕΧΕΙΑ ΕΚ ΤΗΣ 8ΗΣ ΣΕΛ.: [152, 1278, 260, 1288]
- article-headline: ΚΑΘΟΛΙΚΗ Η ΣΥΜΜΕΤΟΧΗ ΑΠΟΤΑΜΙΕΥΤΩΝ ΕΙΣ ΤΟ ΔΑΝΕΙΟΝ ΟΙΚΟΝΟΜΙΚΗΣ ΑΝΑΠΤΥΞΕΩΣ: [590, 902, 943, 935]
- apollo-body-columns: [576, 1595, 1321, 2032]
- article-headline: ΚΑΤΕΣΚΕΥΑΣΘΗΣΑΝ 9,852 ΚΟΙΝΩΦΕΛΗ ΕΡΓΑ ΕΙΣ ΔΗΜΟΥΣ ΚΑΙ ΚΟΙΝΟΤΗΤΑΣ ΣΥΝΟΛΙΚΗΣ ΔΑΠΑΝΗΣ 1,185.000.000 ΔΡΑΧΜΩΝ: [1327, 946, 1562, 981]
- section-subheading: «ΝΕΟΣ ΚΟΣΜΟΣ»: [1191, 1690, 1258, 1699]
- article-body: ΑΚΡΩΤΗΡΙΟΝ ΚΕΝΝΕΝΤΥ, 12. — Οἱ ὑπεύθυνοι τῆς ἀποστολῆς ἀνεκοίνωσαν ὅτι αἱ καιρικαὶ συνθῆκαι εἰς τὴν περιοχὴν τοῦ ἀκρωτηρίου εἶναι εὐνοϊκαὶ διὰ τὴν ἐκτόξευσιν τοῦ διαστημοπλοίου, ἡ ὁποία θὰ πραγματοποιηθῇ ὡς προεγράφη. Οἱ τρεῖς ἀστροναῦται εὑρίσκονται εἰς ἀρίστην κατάστασιν καὶ συνεχίζουν τὴν προετοιμασίαν των. Ἐν τῷ μεταξὺ ἡ Σοβιετικὴ Ἕνωσις ἀνεκοίνωσε τὴν ἐκτόξευσιν νέου δορυφόρου τῆς σειρᾶς «Κόσμος».: [732, 1804, 920, 1895]
- article-body: ΑΘΗΝΑΙ, 12. — Ἡ διοίκησις τῆς ὁμοσπονδίας τῶν ἰδιωτικῶν ὑπαλλήλων ἐξέδωσεν ἀνακοίνωσιν διὰ τῆς ὁποίας τάσσεται κατὰ τῆς καταργήσεως τῶν κλαδικῶν ταμείων. Εἰς τὴν ἀνακοίνωσιν τονίζεται ὅτι ἡ συγχώνευσις πρέπει νὰ γίνῃ μόνον εἰς τὰς περιπτώσεις κατὰ τὰς ὁποίας τὰ ταμεῖα ἐμφανίζουν ἀδυναμίας καὶ ἀδυνατοῦν νὰ ἀνταποκριθοῦν εἰς τὰς ὑποχρεώσεις των πρὸς τοὺς ἠσφαλισμένους. Ἐπίσης ζητεῖται ἡ διατήρησις τῶν κεκτημένων δικαιωμάτων.: [579, 688, 763, 788]
- article-headline: ΕΜΠΡΗΣΤΙΚΗ ΒΟΜΒΑ ΕΙΣ ΚΑΤΑΣΤΗΜΑ ΥΠΟΔΗΜΑΤΩΝ ΑΝΕΚΑΛΥΦΘΗ ΚΑΙ ΑΦΩΠΛΙΣΘΗ ΥΠΟ ΤΩΝ ΑΡΧΩΝ: [1332, 1176, 1557, 1210]
- article-headline: Η ΑΓΓΕΛΙΑ ΓΑΜΟΥ ΤΟΥ ΓΚΟΥΝΤΕΡ ΣΑΧΣ ΜΕ ΤΗΝ ΣΟΥΡΛΑΝ: [998, 588, 1282, 601]
- article-body: ΑΘΗΝΑΙ, 12. — Ὁ ἀρχηγὸς τοῦ ναυτικοῦ ἐπεθεώρησε χθὲς τὰς ἐγκαταστάσεις καὶ τὰς μονάδας, συνοδευόμενος ὑπὸ ἀνωτέρων ἀξιωματικῶν. Κατὰ τὴν ἐπιθεώρησιν ἐξέφρασε τὴν ἱκανοποίησίν του διὰ τὴν ἄψογον ἐμφάνισιν καὶ τὴν ἑτοιμότητα τοῦ προσωπικοῦ.: [407, 849, 569, 912]
- apollo-headline: ΕΥΝΟΪΚΑΙ ΕΙΝΑΙ ΑΙ ΚΑΙΡΙΚΑΙ ΣΥΝΘΗΚΑΙ ΔΙΑ ΤΗΝ ΕΚΤΟΞΕΥΣΙΝ ΤΟΥ «ΑΠΟΛΛΩΝ 12»: [628, 1505, 1269, 1563]
- article-body: ΑΘΗΝΑΙ, 12. — Ἡ διοίκησις τῆς ὁμοσπονδίας τῶν ἰδιωτικῶν ὑπαλλήλων ἐξέδωσεν ἀνακοίνωσιν διὰ τῆς ὁποίας τάσσεται κατὰ τῆς καταργήσεως τῶν κλαδικῶν ταμείων. Εἰς τὴν ἀνακοίνωσιν τονίζεται ὅτι ἡ συγχώνευσις πρέπει νὰ γίνῃ μόνον εἰς τὰς περιπτώσεις κατὰ τὰς ὁποίας τὰ ταμεῖα ἐμφανίζουν ἀδυναμίας καὶ ἀδυνατοῦν νὰ ἀνταποκριθοῦν εἰς τὰς ὑποχρεώσεις των πρὸς τοὺς ἠσφαλισμένους. Ἐπίσης ζητεῖται ἡ διατήρησις τῶν κεκτημένων δικαιωμάτων.: [579, 791, 763, 892]
- article-body: ΑΘΗΝΑΙ, 12. — Ὁ ἀρχηγὸς τοῦ ναυτικοῦ ἐπεθεώρησε χθὲς τὰς ἐγκαταστάσεις καὶ τὰς μονάδας, συνοδευόμενος ὑπὸ ἀνωτέρων ἀξιωματικῶν. Κατὰ τὴν ἐπιθεώρησιν ἐξέφρασε τὴν ἱκανοποίησίν του διὰ τὴν ἄψογον ἐμφάνισιν καὶ τὴν ἑτοιμότητα τοῦ προσωπικοῦ.: [407, 283, 569, 347]
- apollo-subheadline: Νέον «Κόσμον» ἐξετόξευσαν οἱ Ρῶσσοι: [778, 1566, 1119, 1592]
- article-headline: ΔΥΟ ΤΕΡΜΑΝΟΙ ΧΑΣΙΣΕΜΠΟΡΟΙ ΣΥΝΕΛΗΦΘΗΣΑΝ ΕΙΣ ΤΟΝ ΕΒΡΟΝ: [407, 530, 569, 554]
- article-headline: ΓΑΛΛΟΙ ΙΑΤΡΟΙ ΚΑΤΗΓΟΡΟΥΝ ΣΥΝΔΕΘΕΝΤΟΥ ΤΩΝ ΩΣ ΥΠΕΥΘΥΝΟΥΣ ΤΟΥ ΘΑΝΑΤΟΥ ΓΥΝΑΙΚΟΣ ΣΥΝΕΠΕΙΑ ΣΕΙΡΑΣ ΣΟΒΑΡΩΤΑΤΩΝ ΣΦΑΛΜΑΤΩΝ: [1328, 807, 1561, 841]
- article-headline: ΤΟ ΣΥΣΤΗΜΑ ΔΑΣΜΟΛΟΓΙΚΩΝ ΠΡΟΤΙΜΗΣΕΩΝ ΥΠΕΡ ΤΩΝ ΕΝ ΑΝΑΠΤΥΞΕΙ ΤΕΛΟΥΣΩΝ ΧΩΡΩΝ ΕΞΗΤΑΣΕΝ Η ΕΠΙΤΡΟΠΗ ΕΜΠΟΡΙΟΥ ΤΟΥ ΟΟΣΑ: [21, 167, 391, 216]
- article-body: ΑΘΗΝΑΙ, 12. — Ἀπὸ τῆς προσεχοῦς ἑβδομάδος αἱ ἐξετάσεις τῶν ἠσφαλισμένων θὰ διενεργοῦνται εἰς τὰ ἐξωτερικὰ ἰατρεῖα τῶν νοσοκομείων συμφώνως πρὸς τὸ νέον πρόγραμμα. Οἱ ἠσφαλισμένοι καλοῦνται νὰ προσέρχωνται μὲ τὰ βιβλιάριά των κατὰ τὰς ὥρας λειτουργίας τῶν ἰατρείων.: [961, 425, 1318, 463]
- article-headline: ΤΟ ΣΟΥΔΑΝ ΚΑΤΑΡΓΕΙ ΤΗΝ ΕΝ ΑΘΗΝΑΙΣ ΠΡΕΣΒΕΙΑΝ ΤΟΥ: [1348, 235, 1541, 260]
- divider: [406, 916, 570, 917]
- article-body: ΑΘΗΝΑΙ, 12. — Ὁ ἀρχηγὸς τοῦ ναυτικοῦ ἐπεθεώρησε χθὲς τὰς ἐγκαταστάσεις καὶ τὰς μονάδας, συνοδευόμενος ὑπὸ ἀνωτέρων ἀξιωματικῶν. Κατὰ τὴν ἐπιθεώρησιν ἐξέφρασε τὴν ἱκανοποίησίν του διὰ τὴν ἄψογον ἐμφάνισιν καὶ τὴν ἑτοιμότητα τοῦ προσωπικοῦ.: [407, 751, 569, 815]
- article-body: ΑΘΗΝΑΙ, 12. — Συμφώνως πρὸς ἀνακοίνωσιν τῆς ἁρμοδίας ὑπηρεσίας, κατὰ τὸ προσεχὲς διάστημα θὰ πραγματοποιηθοῦν συγκεντρώσεις τῶν ἁρμοδίων παραγόντων πρὸς ἐξέτασιν τῶν σχετικῶν θεμάτων. Εἰς τὰς συσκέψεις θὰ μετάσχουν ἐκπρόσωποι τῶν ἐνδιαφερομένων ὀργανώσεων, θὰ ἐξετασθοῦν δὲ τὰ προβλήματα τῆς παραγωγῆς, τῆς διακινήσεως καὶ τῆς ἐμπορίας, ὡς καὶ τὰ μέτρα τὰ ὁποῖα ἐνδείκνυται νὰ ληφθοῦν. Ὡς γνωστόν, τὸ ζήτημα ἀπασχολεῖ ἀπὸ μακροῦ τοὺς ἐνδιαφερομένους, ἀναμένεται δὲ ὅτι θὰ ληφθοῦν ἀποφάσεις ἐντὸς τοῦ προσεχοῦς μηνός.: [11, 1140, 401, 1195]
- continuation-label: ΣΥΝΕΧΕΙΑ ΕΚ ΤΗΣ 8ΗΣ ΣΕΛ.: [152, 838, 260, 848]
- article-headline: ΔΙΑΦΩΝΙΑΙ ΑΝΕΦΥΗΣΑΝ ΕΙΣ ΤΗΝ ΕΟΚ ΕΠΙ ΤΟΥ ΥΦΟΥΣ ΠΑΡΑΓΩΓΗΣ ΚΑΠΝΟΥ: [1333, 157, 1556, 180]
- section-subheading: ΑΙ ΑΣΤΡΟΛΟΓΟΙ: [1194, 1794, 1254, 1804]
- divider: [960, 525, 1319, 526]
- article-headline: ΘΑ ΕΠΕΚΤΑΘΟΥΝ ΚΑΙ ΕΙΣ ΘΕΣΣΑΛΟΝΙΚΗΝ ΟΙ ΧΩΡΟΙ ΤΗΣ ΕΤΑΙΡΕΙΑΣ ΛΑΜΠΡΟΠΟΥΛΟΥ: [1356, 38, 1533, 78]
- article-body: ΑΘΗΝΑΙ, 12. — Ἡ ἑταιρεία ἀνεκοίνωσεν ὅτι ἀποφασίσθη ἡ ἐπέκτασις τῶν ἐγκαταστάσεών της καὶ εἰς Θεσσαλονίκην, ὅπου θὰ λειτουργήσῃ νέον κατάστημα ἐφωδιασμένον μὲ πλῆρες σύστημα κυλιομένων κλιμάκων, κατὰ τὰ πρότυπα τῶν μεγάλων καταστημάτων τοῦ ἐξωτερικοῦ.: [1328, 1032, 1561, 1078]
- lead-body-columns: [576, 162, 956, 482]
- section-subheading: ΤΟ «ΑΡΑΘΡΟΘ» ΣΥΝΕΞΙΣΕΩΣ: [968, 1690, 1082, 1699]
- divider: [10, 799, 402, 800]
- article-body: ΑΘΗΝΑΙ, 12. — Ἡ ἑταιρεία ἀνεκοίνωσεν ὅτι ἀποφασίσθη ἡ ἐπέκτασις τῶν ἐγκαταστάσεών της καὶ εἰς Θεσσαλονίκην, ὅπου θὰ λειτουργήσῃ νέον κατάστημα ἐφωδιασμένον μὲ πλῆρες σύστημα κυλιομένων κλιμάκων, κατὰ τὰ πρότυπα τῶν μεγάλων καταστημάτων τοῦ ἐξωτερικοῦ.: [1328, 843, 1561, 889]
- article-headline: ΦΕΡΡΥ — ΜΠΟΤ ΘΑ ΕΠΙΚΟΙΝΩΝΕΙ ΕΚ ΛΑΘΟΥΣ: [1028, 212, 1251, 224]
- article-body: ΑΘΗΝΑΙ, 12. — Ὁ ἀρχηγὸς τοῦ ναυτικοῦ ἐπεθεώρησε χθὲς τὰς ἐγκαταστάσεις καὶ τὰς μονάδας, συνοδευόμενος ὑπὸ ἀνωτέρων ἀξιωματικῶν. Κατὰ τὴν ἐπιθεώρησιν ἐξέφρασε τὴν ἱκανοποίησίν του διὰ τὴν ἄψογον ἐμφάνισιν καὶ τὴν ἑτοιμότητα τοῦ προσωπικοῦ.: [407, 654, 569, 718]
- article-body: ΑΘΗΝΑΙ, 12. — Ἡ διοίκησις τῆς ὁμοσπονδίας τῶν ἰδιωτικῶν ὑπαλλήλων ἐξέδωσεν ἀνακοίνωσιν διὰ τῆς ὁποίας τάσσεται κατὰ τῆς καταργήσεως τῶν κλαδικῶν ταμείων. Εἰς τὴν ἀνακοίνωσιν τονίζεται ὅτι ἡ συγχώνευσις πρέπει νὰ γίνῃ μόνον εἰς τὰς περιπτώσεις κατὰ τὰς ὁποίας τὰ ταμεῖα ἐμφανίζουν ἀδυναμίας καὶ ἀδυνατοῦν νὰ ἀνταποκριθοῦν εἰς τὰς ὑποχρεώσεις των πρὸς τοὺς ἠσφαλισμένους. Ἐπίσης ζητεῖται ἡ διατήρησις τῶν κεκτημένων δικαιωμάτων.: [579, 495, 954, 541]
- article-body: ΑΘΗΝΑΙ, 12. — Ἀπὸ τῆς προσεχοῦς ἑβδομάδος αἱ ἐξετάσεις τῶν ἠσφαλισμένων θὰ διενεργοῦνται εἰς τὰ ἐξωτερικὰ ἰατρεῖα τῶν νοσοκομείων συμφώνως πρὸς τὸ νέον πρόγραμμα. Οἱ ἠσφαλισμένοι καλοῦνται νὰ προσέρχωνται μὲ τὰ βιβλιάριά των κατὰ τὰς ὥρας λειτουργίας τῶν ἰατρείων.: [961, 603, 1318, 640]
- article-body: ΑΚΡΩΤΗΡΙΟΝ ΚΕΝΝΕΝΤΥ, 12. — Οἱ ὑπεύθυνοι τῆς ἀποστολῆς ἀνεκοίνωσαν ὅτι αἱ καιρικαὶ συνθῆκαι εἰς τὴν περιοχὴν τοῦ ἀκρωτηρίου εἶναι εὐνοϊκαὶ διὰ τὴν ἐκτόξευσιν τοῦ διαστημοπλοίου, ἡ ὁποία θὰ πραγματοποιηθῇ ὡς προεγράφη. Οἱ τρεῖς ἀστροναῦται εὑρίσκονται εἰς ἀρίστην κατάστασιν καὶ συνεχίζουν τὴν προετοιμασίαν των. Ἐν τῷ μεταξὺ ἡ Σοβιετικὴ Ἕνωσις ἀνεκοίνωσε τὴν ἐκτόξευσιν νέου δορυφόρου τῆς σειρᾶς «Κόσμος».: [1130, 1804, 1318, 1895]
- article-headline: ΔΥΟ ΚΑΤΑΔΙΚΑΙ ΔΙ' ΕΚΤΑΜΙΕΥΣΙΝ ΕΥΣΥΝΟΜΟΥΣΙΑΣ: [409, 725, 567, 749]
- divider: [406, 526, 570, 527]
- article-headline: Ο ΑΡΧΗΓΟΣ ΤΟΥ ΝΑΥΤΙΚΟΥ ΕΠΕΘΕΩΡΗΣΕ ΤΟΝ ΝΑΥΣΤΑΘΜΟΝ ΚΑΙ ΜΟΝΑΔΑΣ ΤΟΥ ΣΤΟΛΟΥ: [406, 3, 570, 37]
- article-body: ΑΘΗΝΑΙ, 12. — Ἡ ἑταιρεία ἀνεκοίνωσεν ὅτι ἀποφασίσθη ἡ ἐπέκτασις τῶν ἐγκαταστάσεών της καὶ εἰς Θεσσαλονίκην, ὅπου θὰ λειτουργήσῃ νέον κατάστημα ἐφωδιασμένον μὲ πλῆρες σύστημα κυλιομένων κλιμάκων, κατὰ τὰ πρότυπα τῶν μεγάλων καταστημάτων τοῦ ἐξωτερικοῦ.: [1328, 1412, 1561, 1458]
- article-headline: ΑΙ ΕΞΕΤΑΣΕΙΣ ΗΣΦΑΛΙΣΜΕΝΩΝ ΕΙΣ ΤΑ ΙΑΤΡΕΙΑ ΤΩΝ ΝΟΣΟΚΟΜΕΙΩΝ: [978, 3, 1301, 15]
- divider: [406, 174, 570, 175]
- right-lower-block: [1325, 804, 1564, 1462]
- article-body: ΑΘΗΝΑΙ, 12. — Συμφώνως πρὸς ἀνακοίνωσιν τῆς ἁρμοδίας ὑπηρεσίας, κατὰ τὸ προσεχὲς διάστημα θὰ πραγματοποιηθοῦν συγκεντρώσεις τῶν ἁρμοδίων παραγόντων πρὸς ἐξέτασιν τῶν σχετικῶν θεμάτων. Εἰς τὰς συσκέψεις θὰ μετάσχουν ἐκπρόσωποι τῶν ἐνδιαφερομένων ὀργανώσεων, θὰ ἐξετασθοῦν δὲ τὰ προβλήματα τῆς παραγωγῆς, τῆς διακινήσεως καὶ τῆς ἐμπορίας, ὡς καὶ τὰ μέτρα τὰ ὁποῖα ἐνδείκνυται νὰ ληφθοῦν. Ὡς γνωστόν, τὸ ζήτημα ἀπασχολεῖ ἀπὸ μακροῦ τοὺς ἐνδιαφερομένους, ἀναμένεται δὲ ὅτι θὰ ληφθοῦν ἀποφάσεις ἐντὸς τοῦ προσεχοῦς μηνός.: [11, 1013, 401, 1068]
- article-body: ΑΘΗΝΑΙ, 12. — Ἡ διοίκησις τῆς ὁμοσπονδίας τῶν ἰδιωτικῶν ὑπαλλήλων ἐξέδωσεν ἀνακοίνωσιν διὰ τῆς ὁποίας τάσσεται κατὰ τῆς καταργήσεως τῶν κλαδικῶν ταμείων. Εἰς τὴν ἀνακοίνωσιν τονίζεται ὅτι ἡ συγχώνευσις πρέπει νὰ γίνῃ μόνον εἰς τὰς περιπτώσεις κατὰ τὰς ὁποίας τὰ ταμεῖα ἐμφανίζουν ἀδυναμίας καὶ ἀδυνατοῦν νὰ ἀνταποκριθοῦν εἰς τὰς ὑποχρεώσεις των πρὸς τοὺς ἠσφαλισμένους. Ἐπίσης ζητεῖται ἡ διατήρησις τῶν κεκτημένων δικαιωμάτων.: [769, 937, 954, 1038]
- divider: [960, 308, 1319, 309]
- divider: [1327, 312, 1562, 313]
- section-subheading: ΤΟ ΟΡΙΟΝ ΗΛΙΚΙΑΣ: [730, 485, 803, 495]
- article-body: ΑΘΗΝΑΙ, 12. — Ὁ ἀρχηγὸς τοῦ ναυτικοῦ ἐπεθεώρησε χθὲς τὰς ἐγκαταστάσεις καὶ τὰς μονάδας, συνοδευόμενος ὑπὸ ἀνωτέρων ἀξιωματικῶν. Κατὰ τὴν ἐπιθεώρησιν ἐξέφρασε τὴν ἱκανοποίησίν του διὰ τὴν ἄψογον ἐμφάνισιν καὶ τὴν ἑτοιμότητα τοῦ προσωπικοῦ.: [407, 107, 569, 172]
- article-body: ΑΘΗΝΑΙ, 12. — Ἀπὸ τῆς προσεχοῦς ἑβδομάδος αἱ ἐξετάσεις τῶν ἠσφαλισμένων θὰ διενεργοῦνται εἰς τὰ ἐξωτερικὰ ἰατρεῖα τῶν νοσοκομείων συμφώνως πρὸς τὸ νέον πρόγραμμα. Οἱ ἠσφαλισμένοι καλοῦνται νὰ προσέρχωνται μὲ τὰ βιβλιάριά των κατὰ τὰς ὥρας λειτουργίας τῶν ἰατρείων.: [961, 227, 1318, 265]
- section-subheading: ΠΟΤΟΝ ΣΥΜΠΤΩΝ ΠΡΟΣΕΔΑΦΙΣΕΩΣ: [756, 1794, 896, 1804]
- article-subheadline: ΠΛΗΡΕΣ ΣΥΣΤΗΜΑ ΚΥΛΙΟΜΕΝΩΝ ΚΛΙΜΑΚΩΝ: [1337, 84, 1552, 97]
- article-body: ΑΘΗΝΑΙ, 12. — Ἡ ἑταιρεία ἀνεκοίνωσεν ὅτι ἀποφασίσθη ἡ ἐπέκτασις τῶν ἐγκαταστάσεών της καὶ εἰς Θεσσαλονίκην, ὅπου θὰ λειτουργήσῃ νέον κατάστημα ἐφωδιασμένον μὲ πλῆρες σύστημα κυλιομένων κλιμάκων, κατὰ τὰ πρότυπα τῶν μεγάλων καταστημάτων τοῦ ἐξωτερικοῦ.: [1328, 893, 1561, 939]
- article-headline: ΚΑΤΕΦΥΓΕΝ ΕΙΣ ΤΗΝ ΔΥΣΙΝ: [1379, 1397, 1510, 1410]
- section-subheading: ΔΥΟ ΤΡΑΥΜΑΤΙΑΙ: [829, 701, 894, 710]
- article-body: ΑΘΗΝΑΙ, 12. — Ἀπὸ τῆς προσεχοῦς ἑβδομάδος αἱ ἐξετάσεις τῶν ἠσφαλισμένων θὰ διενεργοῦνται εἰς τὰ ἐξωτερικὰ ἰατρεῖα τῶν νοσοκομείων συμφώνως πρὸς τὸ νέον πρόγραμμα. Οἱ ἠσφαλισμένοι καλοῦνται νὰ προσέρχωνται μὲ τὰ βιβλιάριά των κατὰ τὰς ὥρας λειτουργίας τῶν ἰατρείων.: [961, 268, 1318, 305]
- divider: [960, 585, 1319, 586]
- divider: [1327, 1172, 1562, 1173]
- divider: [10, 164, 402, 165]
- article-body: ΑΘΗΝΑΙ, 12. — Ὁ ἀρχηγὸς τοῦ ναυτικοῦ ἐπεθεώρησε χθὲς τὰς ἐγκαταστάσεις καὶ τὰς μονάδας, συνοδευόμενος ὑπὸ ἀνωτέρων ἀξιωματικῶν. Κατὰ τὴν ἐπιθεώρησιν ἐξέφρασε τὴν ἱκανοποίησίν του διὰ τὴν ἄψογον ἐμφάνισιν καὶ τὴν ἑτοιμότητα τοῦ προσωπικοῦ.: [407, 946, 569, 1010]
- column-rule: [574, 0, 575, 2350]
- section-subheading: ΠΕΡΙΠΤΩΣΕΙΣ ΣΥΓΧΩΝΕΥΣΕΩΣ: [803, 266, 920, 275]
- article-body: ΑΘΗΝΑΙ, 12. — Ἡ ἑταιρεία ἀνεκοίνωσεν ὅτι ἀποφασίσθη ἡ ἐπέκτασις τῶν ἐγκαταστάσεών της καὶ εἰς Θεσσαλονίκην, ὅπου θὰ λειτουργήσῃ νέον κατάστημα ἐφωδιασμένον μὲ πλῆρες σύστημα κυλιομένων κλιμάκων, κατὰ τὰ πρότυπα τῶν μεγάλων καταστημάτων τοῦ ἐξωτερικοῦ.: [1328, 1122, 1561, 1168]
- article-body: ΑΘΗΝΑΙ, 12. — Ἡ ἑταιρεία ἀνεκοίνωσεν ὅτι ἀποφασίσθη ἡ ἐπέκτασις τῶν ἐγκαταστάσεών της καὶ εἰς Θεσσαλονίκην, ὅπου θὰ λειτουργήσῃ νέον κατάστημα ἐφωδιασμένον μὲ πλῆρες σύστημα κυλιομένων κλιμάκων, κατὰ τὰ πρότυπα τῶν μεγάλων καταστημάτων τοῦ ἐξωτερικοῦ.: [1328, 1349, 1561, 1396]
- continuation-label: ΣΥΝΕΧΕΙΑ ΕΚ ΤΗΣ 1ΗΣ ΣΕΛ.: [434, 1325, 542, 1335]
- divider: [960, 209, 1319, 210]
- divider: [406, 721, 570, 722]
- article-headline: ΤΡΩΓΟΝ ΑΦΟΒΩΣ: [1400, 1271, 1489, 1284]
- article-body: ΑΘΗΝΑΙ, 12. — Ὁ ἀρχηγὸς τοῦ ναυτικοῦ ἐπεθεώρησε χθὲς τὰς ἐγκαταστάσεις καὶ τὰς μονάδας, συνοδευόμενος ὑπὸ ἀνωτέρων ἀξιωματικῶν. Κατὰ τὴν ἐπιθεώρησιν ἐξέφρασε τὴν ἱκανοποίησίν του διὰ τὴν ἄψογον ἐμφάνισιν καὶ τὴν ἑτοιμότητα τοῦ προσωπικοῦ.: [407, 1335, 569, 1398]
- article-body: ΑΘΗΝΑΙ, 12. — Συμφώνως πρὸς ἀνακοίνωσιν τῆς ἁρμοδίας ὑπηρεσίας, κατὰ τὸ προσεχὲς διάστημα θὰ πραγματοποιηθοῦν συγκεντρώσεις τῶν ἁρμοδίων παραγόντων πρὸς ἐξέτασιν τῶν σχετικῶν θεμάτων. Εἰς τὰς συσκέψεις θὰ μετάσχουν ἐκπρόσωποι τῶν ἐνδιαφερομένων ὀργανώσεων, θὰ ἐξετασθοῦν δὲ τὰ προβλήματα τῆς παραγωγῆς, τῆς διακινήσεως καὶ τῆς ἐμπορίας, ὡς καὶ τὰ μέτρα τὰ ὁποῖα ἐνδείκνυται νὰ ληφθοῦν. Ὡς γνωστόν, τὸ ζήτημα ἀπασχολεῖ ἀπὸ μακροῦ τοὺς ἐνδιαφερομένους, ἀναμένεται δὲ ὅτι θὰ ληφθοῦν ἀποφάσεις ἐντὸς τοῦ προσεχοῦς μηνός.: [11, 369, 401, 424]
- article-body: ΑΘΗΝΑΙ, 12. — Συμφώνως πρὸς ἀνακοίνωσιν τῆς ἁρμοδίας ὑπηρεσίας, κατὰ τὸ προσεχὲς διάστημα θὰ πραγματοποιηθοῦν συγκεντρώσεις τῶν ἁρμοδίων παραγόντων πρὸς ἐξέτασιν τῶν σχετικῶν θεμάτων. Εἰς τὰς συσκέψεις θὰ μετάσχουν ἐκπρόσωποι τῶν ἐνδιαφερομένων ὀργανώσεων, θὰ ἐξετασθοῦν δὲ τὰ προβλήματα τῆς παραγωγῆς, τῆς διακινήσεως καὶ τῆς ἐμπορίας, ὡς καὶ τὰ μέτρα τὰ ὁποῖα ἐνδείκνυται νὰ ληφθοῦν. Ὡς γνωστόν, τὸ ζήτημα ἀπασχολεῖ ἀπὸ μακροῦ τοὺς ἐνδιαφερομένους, ἀναμένεται δὲ ὅτι θὰ ληφθοῦν ἀποφάσεις ἐντὸς τοῦ προσεχοῦς μηνός.: [11, 46, 401, 101]
- article-body: ΑΘΗΝΑΙ, 12. — Ἡ διοίκησις τῆς ὁμοσπονδίας τῶν ἰδιωτικῶν ὑπαλλήλων ἐξέδωσεν ἀνακοίνωσιν διὰ τῆς ὁποίας τάσσεται κατὰ τῆς καταργήσεως τῶν κλαδικῶν ταμείων. Εἰς τὴν ἀνακοίνωσιν τονίζεται ὅτι ἡ συγχώνευσις πρέπει νὰ γίνῃ μόνον εἰς τὰς περιπτώσεις κατὰ τὰς ὁποίας τὰ ταμεῖα ἐμφανίζουν ἀδυναμίας καὶ ἀδυνατοῦν νὰ ἀνταποκριθοῦν εἰς τὰς ὑποχρεώσεις των πρὸς τοὺς ἠσφαλισμένους. Ἐπίσης ζητεῖται ἡ διατήρησις τῶν κεκτημένων δικαιωμάτων.: [769, 162, 954, 262]
- divider: [10, 486, 402, 487]
- article-body: ΑΘΗΝΑΙ, 12. — Συμφώνως πρὸς ἀνακοίνωσιν τῆς ἁρμοδίας ὑπηρεσίας, κατὰ τὸ προσεχὲς διάστημα θὰ πραγματοποιηθοῦν συγκεντρώσεις τῶν ἁρμοδίων παραγόντων πρὸς ἐξέτασιν τῶν σχετικῶν θεμάτων. Εἰς τὰς συσκέψεις θὰ μετάσχουν ἐκπρόσωποι τῶν ἐνδιαφερομένων ὀργανώσεων, θὰ ἐξετασθοῦν δὲ τὰ προβλήματα τῆς παραγωγῆς, τῆς διακινήσεως καὶ τῆς ἐμπορίας, ὡς καὶ τὰ μέτρα τὰ ὁποῖα ἐνδείκνυται νὰ ληφθοῦν. Ὡς γνωστόν, τὸ ζήτημα ἀπασχολεῖ ἀπὸ μακροῦ τοὺς ἐνδιαφερομένους, ἀναμένεται δὲ ὅτι θὰ ληφθοῦν ἀποφάσεις ἐντὸς τοῦ προσεχοῦς μηνός.: [11, 906, 401, 960]
- article-body: ΑΘΗΝΑΙ, 12. — Ὁ ἀρχηγὸς τοῦ ναυτικοῦ ἐπεθεώρησε χθὲς τὰς ἐγκαταστάσεις καὶ τὰς μονάδας, συνοδευόμενος ὑπὸ ἀνωτέρων ἀξιωματικῶν. Κατὰ τὴν ἐπιθεώρησιν ἐξέφρασε τὴν ἱκανοποίησίν του διὰ τὴν ἄψογον ἐμφάνισιν καὶ τὴν ἑτοιμότητα τοῦ προσωπικοῦ.: [407, 391, 569, 456]
- article-body: ΑΘΗΝΑΙ, 12. — Συμφώνως πρὸς ἀνακοίνωσιν τῆς ἁρμοδίας ὑπηρεσίας, κατὰ τὸ προσεχὲς διάστημα θὰ πραγματοποιηθοῦν συγκεντρώσεις τῶν ἁρμοδίων παραγόντων πρὸς ἐξέτασιν τῶν σχετικῶν θεμάτων. Εἰς τὰς συσκέψεις θὰ μετάσχουν ἐκπρόσωποι τῶν ἐνδιαφερομένων ὀργανώσεων, θὰ ἐξετασθοῦν δὲ τὰ προβλήματα τῆς παραγωγῆς, τῆς διακινήσεως καὶ τῆς ἐμπορίας, ὡς καὶ τὰ μέτρα τὰ ὁποῖα ἐνδείκνυται νὰ ληφθοῦν. Ὡς γνωστόν, τὸ ζήτημα ἀπασχολεῖ ἀπὸ μακροῦ τοὺς ἐνδιαφερομένους, ἀναμένεται δὲ ὅτι θὰ ληφθοῦν ἀποφάσεις ἐντὸς τοῦ προσεχοῦς μηνός.: [11, 848, 401, 903]
- article-body: ΑΘΗΝΑΙ, 12. — Συμφώνως πρὸς ἀνακοίνωσιν τῆς ἁρμοδίας ὑπηρεσίας, κατὰ τὸ προσεχὲς διάστημα θὰ πραγματοποιηθοῦν συγκεντρώσεις τῶν ἁρμοδίων παραγόντων πρὸς ἐξέτασιν τῶν σχετικῶν θεμάτων. Εἰς τὰς συσκέψεις θὰ μετάσχουν ἐκπρόσωποι τῶν ἐνδιαφερομένων ὀργανώσεων, θὰ ἐξετασθοῦν δὲ τὰ προβλήματα τῆς παραγωγῆς, τῆς διακινήσεως καὶ τῆς ἐμπορίας, ὡς καὶ τὰ μέτρα τὰ ὁποῖα ἐνδείκνυται νὰ ληφθοῦν. Ὡς γνωστόν, τὸ ζήτημα ἀπασχολεῖ ἀπὸ μακροῦ τοὺς ἐνδιαφερομένους, ἀναμένεται δὲ ὅτι θὰ ληφθοῦν ἀποφάσεις ἐντὸς τοῦ προσεχοῦς μηνός.: [11, 583, 401, 639]
- article-headline: ΣΥΣΚΕΨΙΣ ΕΚΠΡΟΣΩΠΩΝ ΤΩΝ ΙΔΙΩΤΙΚΩΝ ΥΠΑΛΛΗΛΩΝ: [415, 627, 562, 652]
- continuation-label: ΣΥΝΕΧΕΙΑ ΕΚ ΤΗΣ ΚΥΡΙΑΚΗΣ: [150, 1130, 262, 1140]
- article-body: ΑΘΗΝΑΙ, 12. — Ἡ διοίκησις τῆς ὁμοσπονδίας τῶν ἰδιωτικῶν ὑπαλλήλων ἐξέδωσεν ἀνακοίνωσιν διὰ τῆς ὁποίας τάσσεται κατὰ τῆς καταργήσεως τῶν κλαδικῶν ταμείων. Εἰς τὴν ἀνακοίνωσιν τονίζεται ὅτι ἡ συγχώνευσις πρέπει νὰ γίνῃ μόνον εἰς τὰς περιπτώσεις κατὰ τὰς ὁποίας τὰ ταμεῖα ἐμφανίζουν ἀδυναμίας καὶ ἀδυνατοῦν νὰ ἀνταποκριθοῦν εἰς τὰς ὑποχρεώσεις των πρὸς τοὺς ἠσφαλισμένους. Ἐπίσης ζητεῖται ἡ διατήρησις τῶν κεκτημένων δικαιωμάτων.: [769, 710, 954, 810]
- article-body: ΑΘΗΝΑΙ, 12. — Συμφώνως πρὸς ἀνακοίνωσιν τῆς ἁρμοδίας ὑπηρεσίας, κατὰ τὸ προσεχὲς διάστημα θὰ πραγματοποιηθοῦν συγκεντρώσεις τῶν ἁρμοδίων παραγόντων πρὸς ἐξέτασιν τῶν σχετικῶν θεμάτων. Εἰς τὰς συσκέψεις θὰ μετάσχουν ἐκπρόσωποι τῶν ἐνδιαφερομένων ὀργανώσεων, θὰ ἐξετασθοῦν δὲ τὰ προβλήματα τῆς παραγωγῆς, τῆς διακινήσεως καὶ τῆς ἐμπορίας, ὡς καὶ τὰ μέτρα τὰ ὁποῖα ἐνδείκνυται νὰ ληφθοῦν. Ὡς γνωστόν, τὸ ζήτημα ἀπασχολεῖ ἀπὸ μακροῦ τοὺς ἐνδιαφερομένους, ἀναμένεται δὲ ὅτι θὰ ληφθοῦν ἀποφάσεις ἐντὸς τοῦ προσεχοῦς μηνός.: [11, 740, 401, 795]
- article-body: ΑΘΗΝΑΙ, 12. — Ὁ ἀρχηγὸς τοῦ ναυτικοῦ ἐπεθεώρησε χθὲς τὰς ἐγκαταστάσεις καὶ τὰς μονάδας, συνοδευόμενος ὑπὸ ἀνωτέρων ἀξιωματικῶν. Κατὰ τὴν ἐπιθεώρησιν ἐξέφρασε τὴν ἱκανοποίησίν του διὰ τὴν ἄψογον ἐμφάνισιν καὶ τὴν ἑτοιμότητα τοῦ προσωπικοῦ.: [407, 459, 569, 523]
- article-headline: ΘΕΜΑΤΑ ΠΑΡΑΓΩΓΗΣ, ΔΙΑΚΙΝΗΣΕΩΣ ΚΑΙ ΕΜΠΟΡΙΑΣ ΞΥΛΟΥ ΘΑ ΕΞΕΤΑΣΘΟΥΝ ΕΙΣ ΟΡΓΑΝΩΜΕΝΑΣ ΣΥΓΚΕΝΤΡΩΣΕΙΣ ΤΩΝ ΔΑΣΟΛΟΓΩΝ ΤΗΣ Κ. ΜΑΚΕΔΟΝΙΑΣ ΚΑΙ ΑΝ. ΘΕΣΣΑΛΙΑΣ: [24, 3, 387, 43]
- article-headline: ΘΑ ΑΝΑΓΡΑΦΕΤΑΙ Η ΗΜΕΡΟΜΗΝΙΑ ΤΗΣ ΠΑΣΤΕΡΙΩΣΕΩΣ ΤΟΥ ΓΑΛΑΚΤΟΣ: [411, 178, 565, 214]
- article-headline: ΔΥΟ ΟΙ ΝΕΚΡΟΙ ΚΑΙ 16 ΟΙ ΤΡΑΥΜΑΤΙΑΙ ΕΚ ΔΙΑΦΟΡΩΝ ΤΡΟΧΑΙΩΝ ΔΥΣΤΥΧΗΜΑΤΩΝ: [583, 548, 950, 582]
- article-headline: ΠΟΛΩΝΙΚΗ ΜΕΘΟΔΟΣ ΑΦΑΛΑΤΩΣΕΩΣ ΤΟΥ ΥΔΑΤΟΣ: [1342, 315, 1547, 339]
- article-headline: ΜΟΥΣΟΥΛΜΑΝΟΙ ΔΙΕΚΑΙΟΝ ΥΠΟ ΑΝΑΣΟΣΤΟΛΑΣ: [411, 822, 565, 846]
- article-headline: ΗΥΞΗΘΗ Ο ΑΡΙΘΜΟΣ ΤΩΝ ΞΕΝΩΝ ΣΥΝΕΔΡΙΩΝ ΤΩΝ ΠΡΑΓΜΑΤΟΠΟΙΗΘΕΝΤΩΝ ΕΙΣ ΤΗΝ ΕΛΛΑΔΑ: [27, 704, 384, 738]
- article-headline: ΚΥΛΙΟΜΕΝΟΙ ΤΑΠΗΤΕΣ ΕΙΣ ΤΟ ΑΕΡΟΔΡΟΜΙΟΝ ΤΩΝ ΠΑΡΙΣΙΩΝ: [993, 529, 1287, 542]
- article-body: ΑΚΡΩΤΗΡΙΟΝ ΚΕΝΝΕΝΤΥ, 12. — Οἱ ὑπεύθυνοι τῆς ἀποστολῆς ἀνεκοίνωσαν ὅτι αἱ καιρικαὶ συνθῆκαι εἰς τὴν περιοχὴν τοῦ ἀκρωτηρίου εἶναι εὐνοϊκαὶ διὰ τὴν ἐκτόξευσιν τοῦ διαστημοπλοίου, ἡ ὁποία θὰ πραγματοποιηθῇ ὡς προεγράφη. Οἱ τρεῖς ἀστροναῦται εὑρίσκονται εἰς ἀρίστην κατάστασιν καὶ συνεχίζουν τὴν προετοιμασίαν των. Ἐν τῷ μεταξὺ ἡ Σοβιετικὴ Ἕνωσις ἀνεκοίνωσε τὴν ἐκτόξευσιν νέου δορυφόρου τῆς σειρᾶς «Κόσμος».: [931, 1595, 1119, 1687]
- section-subheading: ΘΑΝΑΤΗΦΟΡΟΣ ΑΝΑΤΡΟΠΗ: [808, 813, 915, 823]
- column-rule: [1323, 0, 1324, 2350]
- article-body: ΑΘΗΝΑΙ, 12. — Ἡ ἑταιρεία ἀνεκοίνωσεν ὅτι ἀποφασίσθη ἡ ἐπέκτασις τῶν ἐγκαταστάσεών της καὶ εἰς Θεσσαλονίκην, ὅπου θὰ λειτουργήσῃ νέον κατάστημα ἐφωδιασμένον μὲ πλῆρες σύστημα κυλιομένων κλιμάκων, κατὰ τὰ πρότυπα τῶν μεγάλων καταστημάτων τοῦ ἐξωτερικοῦ.: [1328, 983, 1561, 1029]
- article-subheadline-box: [1327, 82, 1562, 101]
- divider: [1327, 1082, 1562, 1083]
- article-headline: ΡΩΣΣΟΙ ΤΕΧΝΙΚΟΙ ΘΑ ΚΑΤΑΣΚΕΥΑΣΟΥΝ «ΥΠΟΚΡΙΩΝ» ΕΙΣ ΚΩΝΣΤΑΝΤΙΝΟΥΠΟΛΙΝ: [1003, 102, 1277, 125]
